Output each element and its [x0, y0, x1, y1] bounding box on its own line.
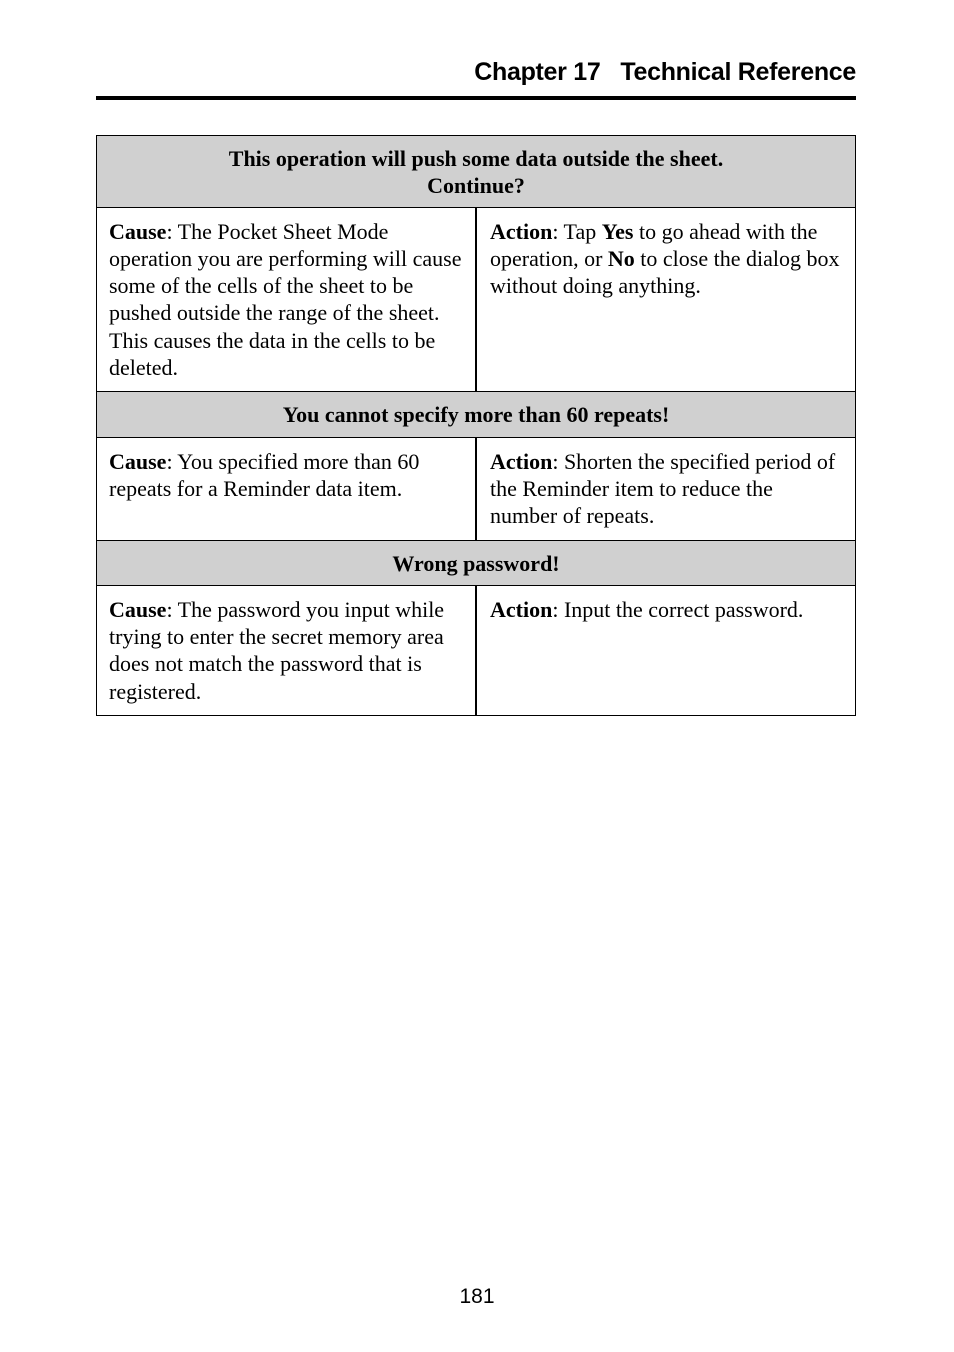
cause-text: : The password you input while trying to enter the secret memory area does not match the password that is registered. [109, 596, 445, 704]
message-title-line: This operation will push some data outside the sheet. [228, 146, 724, 171]
action-cell [476, 437, 856, 540]
yes-term: Yes [601, 218, 634, 244]
action-cell [476, 585, 856, 715]
cause-cell [97, 437, 477, 540]
chapter-title: Technical Reference [620, 58, 856, 86]
error-message-table [96, 135, 856, 716]
action-text: : Tap [552, 218, 602, 244]
action-label: Action [490, 218, 553, 244]
action-label: Action [490, 448, 553, 474]
cause-text: : The Pocket Sheet Mode operation you are performing will cause some of the cells of the sheet to be pushed outside the range of the sheet. This causes the data in the cells to be deleted. [109, 218, 462, 381]
action-text: to close the dialog box without doing anything. [490, 245, 840, 299]
running-header [96, 58, 856, 87]
message-title [97, 136, 856, 208]
message-title-row [97, 136, 856, 208]
message-title: You cannot specify more than 60 repeats! [97, 392, 856, 437]
cause-label: Cause [109, 218, 167, 244]
cause-label: Cause [109, 448, 167, 474]
cause-cell [97, 585, 477, 715]
no-term: No [607, 245, 635, 271]
message-title: Wrong password! [97, 540, 856, 585]
message-detail-row [97, 207, 856, 392]
action-text: : Input the correct password. [552, 596, 804, 622]
chapter-label: Chapter 17 [474, 58, 601, 86]
message-title-line: Continue? [427, 173, 525, 199]
header-rule [96, 96, 856, 100]
action-label: Action [490, 596, 553, 622]
action-cell [476, 207, 856, 392]
message-title-row [97, 392, 856, 437]
action-text: to go ahead with the operation, or [490, 218, 818, 271]
cause-label: Cause [109, 596, 167, 622]
cause-cell [97, 207, 477, 392]
message-detail-row [97, 585, 856, 715]
cause-text: : You specified more than 60 repeats for a Reminder data item. [109, 448, 420, 501]
page-number: 181 [459, 1285, 495, 1308]
action-text: : Shorten the specified period of the Reminder item to reduce the number of repeats. [490, 448, 836, 529]
message-detail-row [97, 437, 856, 540]
message-title-row [97, 540, 856, 585]
